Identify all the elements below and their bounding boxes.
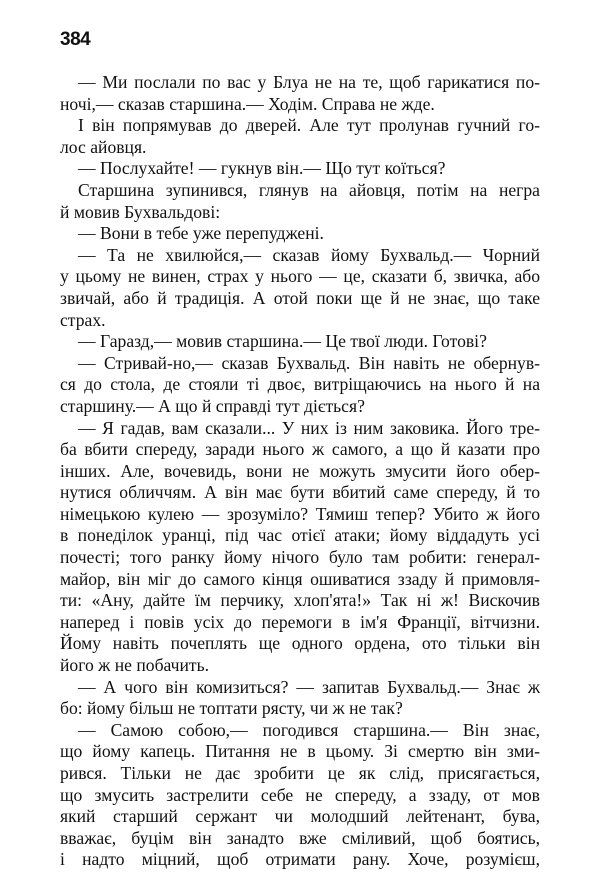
text-line: його ж не побачить. xyxy=(60,655,210,676)
text-line: майор, він міг до самого кінця ошиватися ззаду й примовля- xyxy=(60,568,540,589)
text-line: в понеділок уранці, під час отієї атаки; йому віддадуть усі xyxy=(60,525,540,546)
text-line: й мовив Бухвальдові: xyxy=(60,201,221,222)
text-line: — Я гадав, вам сказали... У них із ним заковика. Його тре- xyxy=(78,417,540,438)
text-line: Старшина зупинився, глянув на айовця, потім на негра xyxy=(78,179,540,200)
text-line: наперед і повів усіх до перемоги в ім'я Франції, вітчизни. xyxy=(60,611,540,632)
text-line: нутися обличчям. А він має бути вбитий саме спереду, й то xyxy=(60,482,540,503)
text-line: — Вони в тебе уже перепуджені. xyxy=(78,223,324,244)
text-line: і надто міцний, щоб отримати рану. Хоче, розумієш, xyxy=(60,849,540,870)
text-line: — Стривай-но,— сказав Бухвальд. Він навіть не обернув- xyxy=(78,352,540,373)
text-line: І він попрямував до дверей. Але тут пролунав гучний го- xyxy=(78,115,540,136)
text-line: почесті; того ранку йому нічого було там робити: генерал- xyxy=(60,547,540,568)
text-line: німецькою кулею — зрозуміло? Тямиш тепер? Убито ж його xyxy=(60,503,540,524)
text-line: — Самою собою,— погодився старшина.— Він знає, xyxy=(78,719,540,740)
text-line: рився. Тільки не дає зробити це як слід, присягається, xyxy=(60,763,540,783)
text-line: ба вбити спереду, заради нього ж самого, а що й казати про xyxy=(60,439,540,460)
text-line: лос айовця. xyxy=(60,136,147,157)
text-line: бо: йому більш не топтати рясту, чи ж не так? xyxy=(60,698,403,719)
text-line: у цьому не винен, страх у нього — це, сказати б, звичка, або xyxy=(60,266,540,287)
text-line: що йому капець. Питання не в цьому. Зі смертю він зми- xyxy=(60,741,540,762)
text-line: — Та не хвилюйся,— сказав йому Бухвальд.— Чорний xyxy=(78,244,540,265)
text-line: — Послухайте! — гукнув він.— Що тут коїться? xyxy=(78,158,446,179)
text-line: який старший сержант чи молодший лейтенант, бува, xyxy=(60,806,540,827)
text-line: ся до стола, де стояли ті двоє, витріщаючись на нього й на xyxy=(60,374,540,395)
text-line: що змусить застрелити себе не спереду, а ззаду, от мов xyxy=(60,784,540,805)
text-line: — Ми послали по вас у Блуа не на те, щоб гарикатися по- xyxy=(78,72,540,92)
body-text xyxy=(60,72,540,871)
text-line: — А чого він комизиться? — запитав Бухвальд.— Знає ж xyxy=(78,676,540,697)
text-line: ти: «Ану, дайте їм перчику, хлоп'ята!» Так ні ж! Вискочив xyxy=(60,590,540,611)
text-line: старшину.— А що й справді тут діється? xyxy=(60,395,365,416)
text-line: звичай, або й традиція. А отой поки ще й не знає, що таке xyxy=(60,287,540,308)
text-line: інших. Але, вочевидь, вони не можуть змусити його обер- xyxy=(60,460,540,481)
text-line: — Гаразд,— мовив старшина.— Це твої люди. Готові? xyxy=(78,331,487,352)
text-line: страх. xyxy=(60,309,106,330)
text-line: Йому навіть почеплять ще одного ордена, ото тільки він xyxy=(60,633,540,654)
text-line: ночі,— сказав старшина.— Ходім. Справа не жде. xyxy=(60,93,435,114)
page-number: 384 xyxy=(60,29,91,50)
text-line: вважає, буцім він занадто вже сміливий, щоб боятись, xyxy=(60,827,540,848)
